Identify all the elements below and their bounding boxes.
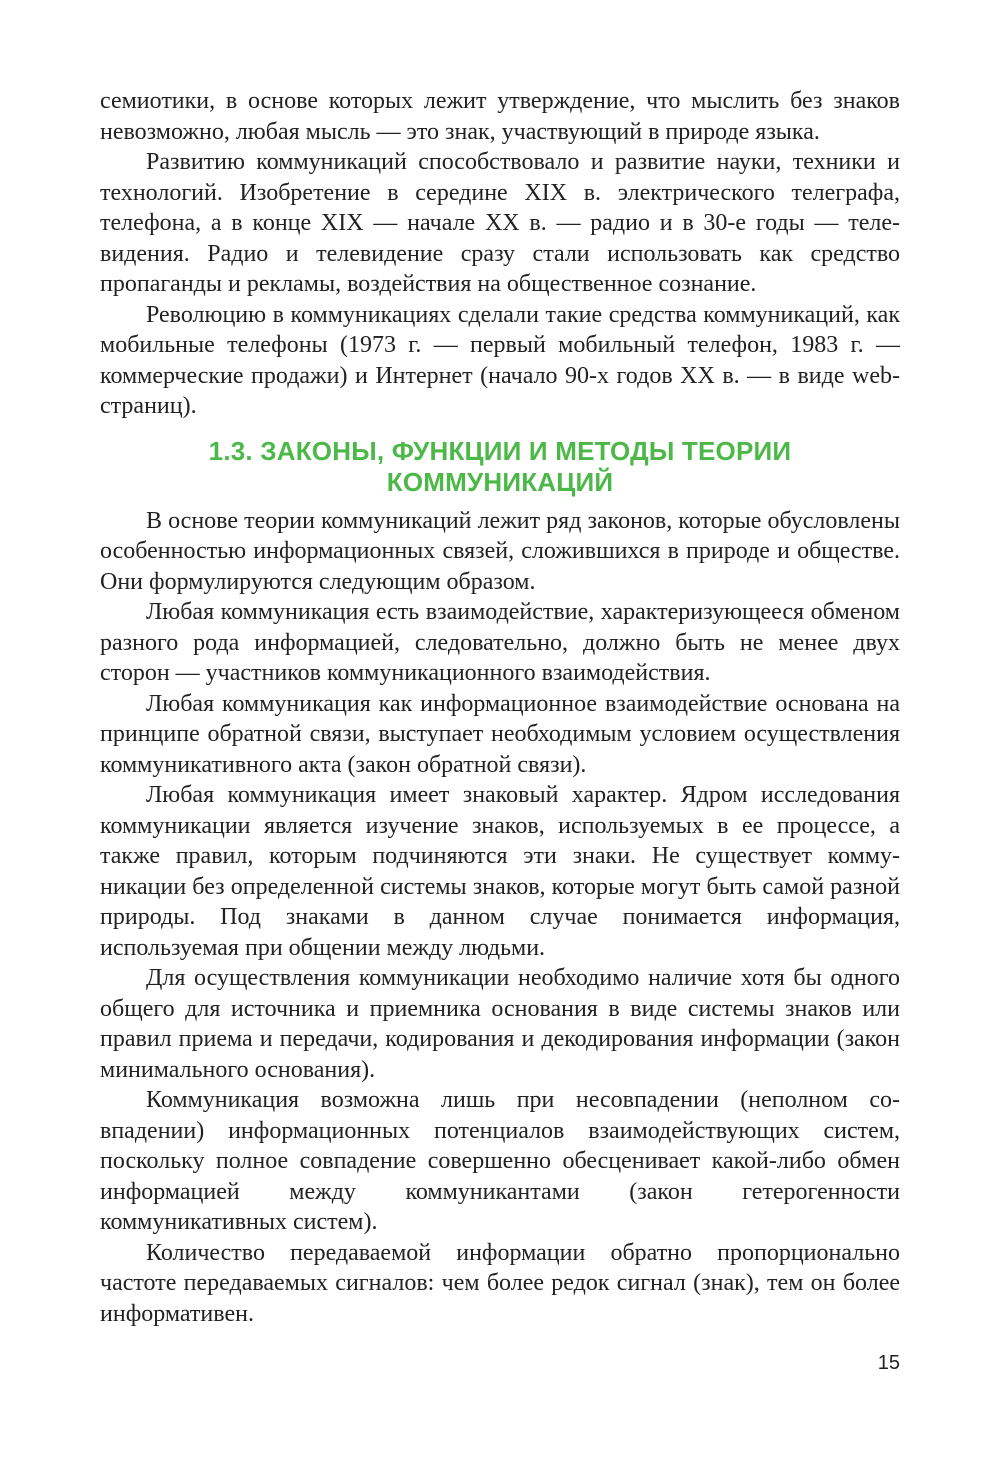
section-heading-line-1: 1.3. ЗАКОНЫ, ФУНКЦИИ И МЕТОДЫ ТЕОРИИ xyxy=(208,435,792,466)
section-heading xyxy=(100,436,900,498)
paragraph-continuation: семиотики, в основе которых лежит утверждение, что мыслить без знаков невозможно, любая мысль — это знак, участвующий в природе языка. xyxy=(100,88,900,145)
page-body xyxy=(100,86,900,1329)
paragraph: Коммуникация возможна лишь при несовпадении (неполном совпадении) информационных потенциалов взаимодействующих систем, поскольку полное совпадение совершенно обесценивает какой-либо обмен информацией между коммуникантами (закон гетерогенности коммуникативных систем). xyxy=(100,1087,900,1235)
paragraph: Развитию коммуникаций способствовало и развитие науки, техники и технологий. Изобретение в середине XIX в. электрического телеграфа, телефона, а в конце XIX — начале XX в. — радио и в 30-е годы — телевидения. Радио и телевидение сразу стали использовать как средство пропаганды и рекламы, воздействия на общественное сознание. xyxy=(100,149,900,297)
paragraph: Любая коммуникация как информационное взаимодействие основана на принципе обратной связи, выступает необходимым условием осуществления коммуникативного акта (закон обратной связи). xyxy=(100,690,900,778)
page-number: 15 xyxy=(877,1352,900,1374)
paragraph: Любая коммуникация имеет знаковый характер. Ядром исследования коммуникации является изучение знаков, используемых в ее процессе, а также правил, которым подчиняются эти знаки. Не существует коммуникации без определенной системы знаков, которые могут быть самой разной природы. Под знаками в данном случае понимается информация, используемая при общении между людьми. xyxy=(100,782,900,961)
paragraph: В основе теории коммуникаций лежит ряд законов, которые обусловлены особенностью информационных связей, сложившихся в природе и обществе. Они формулируются следующим образом. xyxy=(100,507,900,595)
section-heading-line-2: КОММУНИКАЦИЙ xyxy=(386,466,614,497)
paragraph: Количество передаваемой информации обратно пропорционально частоте передаваемых сигналов: чем более редок сигнал (знак), тем он более информативен. xyxy=(100,1239,900,1327)
paragraph: Любая коммуникация есть взаимодействие, характеризующееся обменом разного рода информацией, следовательно, должно быть не менее двух сторон — участников коммуникационного взаимодействия. xyxy=(100,599,900,686)
paragraph: Для осуществления коммуникации необходимо наличие хотя бы одного общего для источника и приемника основания в виде системы знаков или правил приема и передачи, кодирования и декодирования информации (закон минимального основания). xyxy=(100,965,900,1083)
paragraph: Революцию в коммуникациях сделали такие средства коммуникаций, как мобильные телефоны (1973 г. — первый мобильный телефон, 1983 г. — коммерческие продажи) и Интернет (начало 90-х годов XX в. — в виде web-страниц). xyxy=(100,301,900,419)
